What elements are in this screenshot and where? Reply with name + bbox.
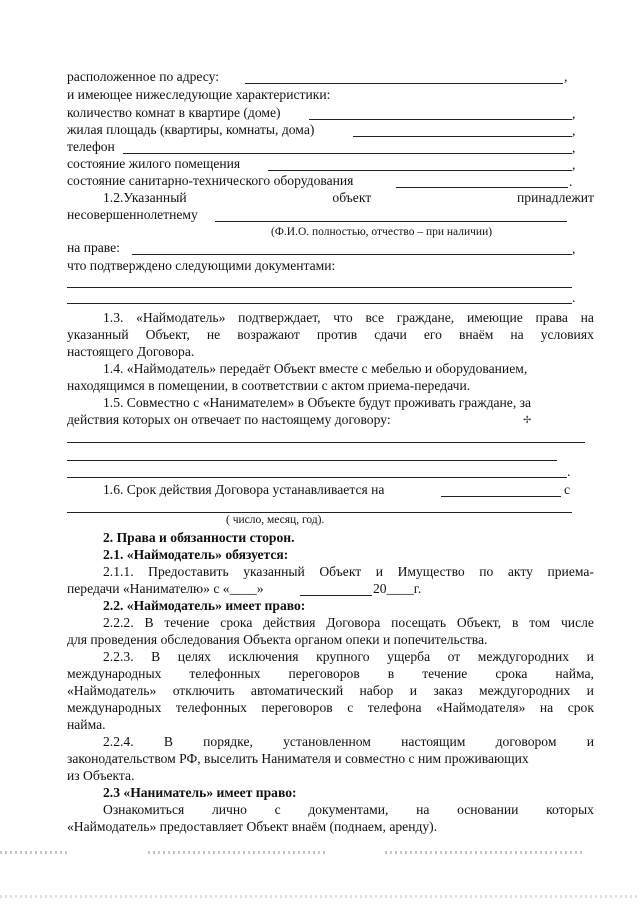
characteristics-label: и имеющее нижеследующие характеристики: <box>67 87 331 102</box>
rooms-blank[interactable] <box>309 119 572 120</box>
clause-1-4-line-2: находящимся в помещении, в соответствии с актом приема-передачи. <box>67 378 471 393</box>
dwelling-condition-blank[interactable] <box>268 170 572 171</box>
minor-name-blank[interactable] <box>215 221 567 222</box>
address-blank[interactable] <box>245 83 563 84</box>
year-field: 20____г. <box>373 581 422 596</box>
clause-2-3-line-1: Ознакомиться лично с документами, на основании которых <box>103 802 594 817</box>
scan-artifact <box>385 851 585 854</box>
comma: , <box>572 106 576 121</box>
comma: , <box>572 157 576 172</box>
living-area-blank[interactable] <box>353 136 572 137</box>
sanitary-condition-label: состояние санитарно-технического оборудования <box>67 173 354 188</box>
heading-2-1: 2.1. «Наймодатель» обязуется: <box>103 547 289 562</box>
scan-artifact <box>0 895 640 898</box>
minor-label: несовершеннолетнему <box>67 207 198 222</box>
clause-2-1-1-line-1: 2.1.1. Предоставить указанный Объект и Имущество по акту приема- <box>103 564 594 579</box>
clause-2-2-3-line-2: международных телефонных переговоров в течение срока найма, <box>67 666 594 681</box>
period: . <box>567 464 571 479</box>
date-hint: ( число, месяц, год). <box>226 514 325 526</box>
clause-1-2-word: принадлежит <box>517 190 594 205</box>
docs-blank-1[interactable] <box>67 287 572 288</box>
residents-blank-1[interactable] <box>67 442 585 443</box>
clause-1-2-word: объект <box>332 190 372 205</box>
right-blank[interactable] <box>132 254 572 255</box>
scan-artifact <box>0 851 70 854</box>
from-label: с <box>564 482 571 497</box>
living-area-label: жилая площадь (квартиры, комнаты, дома) <box>67 122 315 137</box>
term-blank[interactable] <box>441 496 561 497</box>
comma: , <box>572 123 576 138</box>
comma: , <box>572 241 576 256</box>
clause-1-5-line-1: 1.5. Совместно с «Нанимателем» в Объекте будут проживать граждане, за <box>103 395 532 410</box>
residents-blank-2[interactable] <box>67 460 557 461</box>
period: . <box>572 290 576 305</box>
comma: , <box>572 140 576 155</box>
right-label: на праве: <box>67 240 120 255</box>
clause-2-2-2-line-2: для проведения обследования Объекта органом опеки и попечительства. <box>67 632 488 647</box>
clause-2-1-1-line-2: передачи «Нанимателю» с «____» <box>67 581 264 596</box>
docs-blank-2[interactable] <box>67 303 572 304</box>
clause-1-4-line-1: 1.4. «Наймодатель» передаёт Объект вместе с мебелью и оборудованием, <box>103 361 528 376</box>
sanitary-condition-blank[interactable] <box>396 187 568 188</box>
heading-2-3: 2.3 «Наниматель» имеет право: <box>103 785 297 800</box>
residents-blank-3[interactable] <box>67 477 567 478</box>
phone-label: телефон <box>67 139 115 154</box>
phone-blank[interactable] <box>123 153 572 154</box>
section-2-heading: 2. Права и обязанности сторон. <box>103 530 295 545</box>
scan-artifact <box>148 851 328 854</box>
clause-2-2-3-line-3: «Наймодатель» отключить автоматический набор и заказ междугородних и <box>67 683 594 698</box>
period: . <box>569 174 573 189</box>
address-label: расположенное по адресу: <box>67 69 220 84</box>
clause-2-2-4-line-2: законодательством РФ, выселить Нанимателя и совместно с ним проживающих <box>67 751 529 766</box>
comma: , <box>564 69 568 84</box>
docs-label: что подтверждено следующими документами: <box>67 258 336 273</box>
clause-1-5-line-2: действия которых он отвечает по настоящему договору: <box>67 412 391 427</box>
rooms-label: количество комнат в квартире (доме) <box>67 105 281 120</box>
clause-2-2-4-line-3: из Объекта. <box>67 768 135 783</box>
clause-2-2-4-line-1: 2.2.4. В порядке, установленном настоящим договором и <box>103 734 594 749</box>
month-blank[interactable] <box>300 595 372 596</box>
clause-1-3-line-3: настоящего Договора. <box>67 344 195 359</box>
clause-2-2-3-line-4: международных телефонных переговоров с телефона «Наймодателя» на срок <box>67 700 594 715</box>
clause-1-6-text: 1.6. Срок действия Договора устанавливается на <box>103 482 385 497</box>
clause-2-2-3-line-1: 2.2.3. В целях исключения крупного ущерба от междугородних и <box>103 649 594 664</box>
clause-1-3-line-2: указанный Объект, не возражают против сдачи его внаём на условиях <box>67 327 594 342</box>
clause-2-2-3-line-5: найма. <box>67 717 106 732</box>
dwelling-condition-label: состояние жилого помещения <box>67 156 241 171</box>
clause-1-3-line-1: 1.3. «Наймодатель» подтверждает, что все граждане, имеющие права на <box>103 310 594 325</box>
scan-mark: ✢ <box>523 415 532 426</box>
clause-1-2-line <box>103 190 594 206</box>
fio-hint: (Ф.И.О. полностью, отчество – при наличии) <box>271 226 493 238</box>
clause-1-2-word: 1.2.Указанный <box>103 190 187 205</box>
clause-2-3-line-2: «Наймодатель» предоставляет Объект внаём (поднаем, аренду). <box>67 819 438 834</box>
heading-2-2: 2.2. «Наймодатель» имеет право: <box>103 598 306 613</box>
clause-2-2-2-line-1: 2.2.2. В течение срока действия Договора посещать Объект, в том числе <box>103 615 594 630</box>
